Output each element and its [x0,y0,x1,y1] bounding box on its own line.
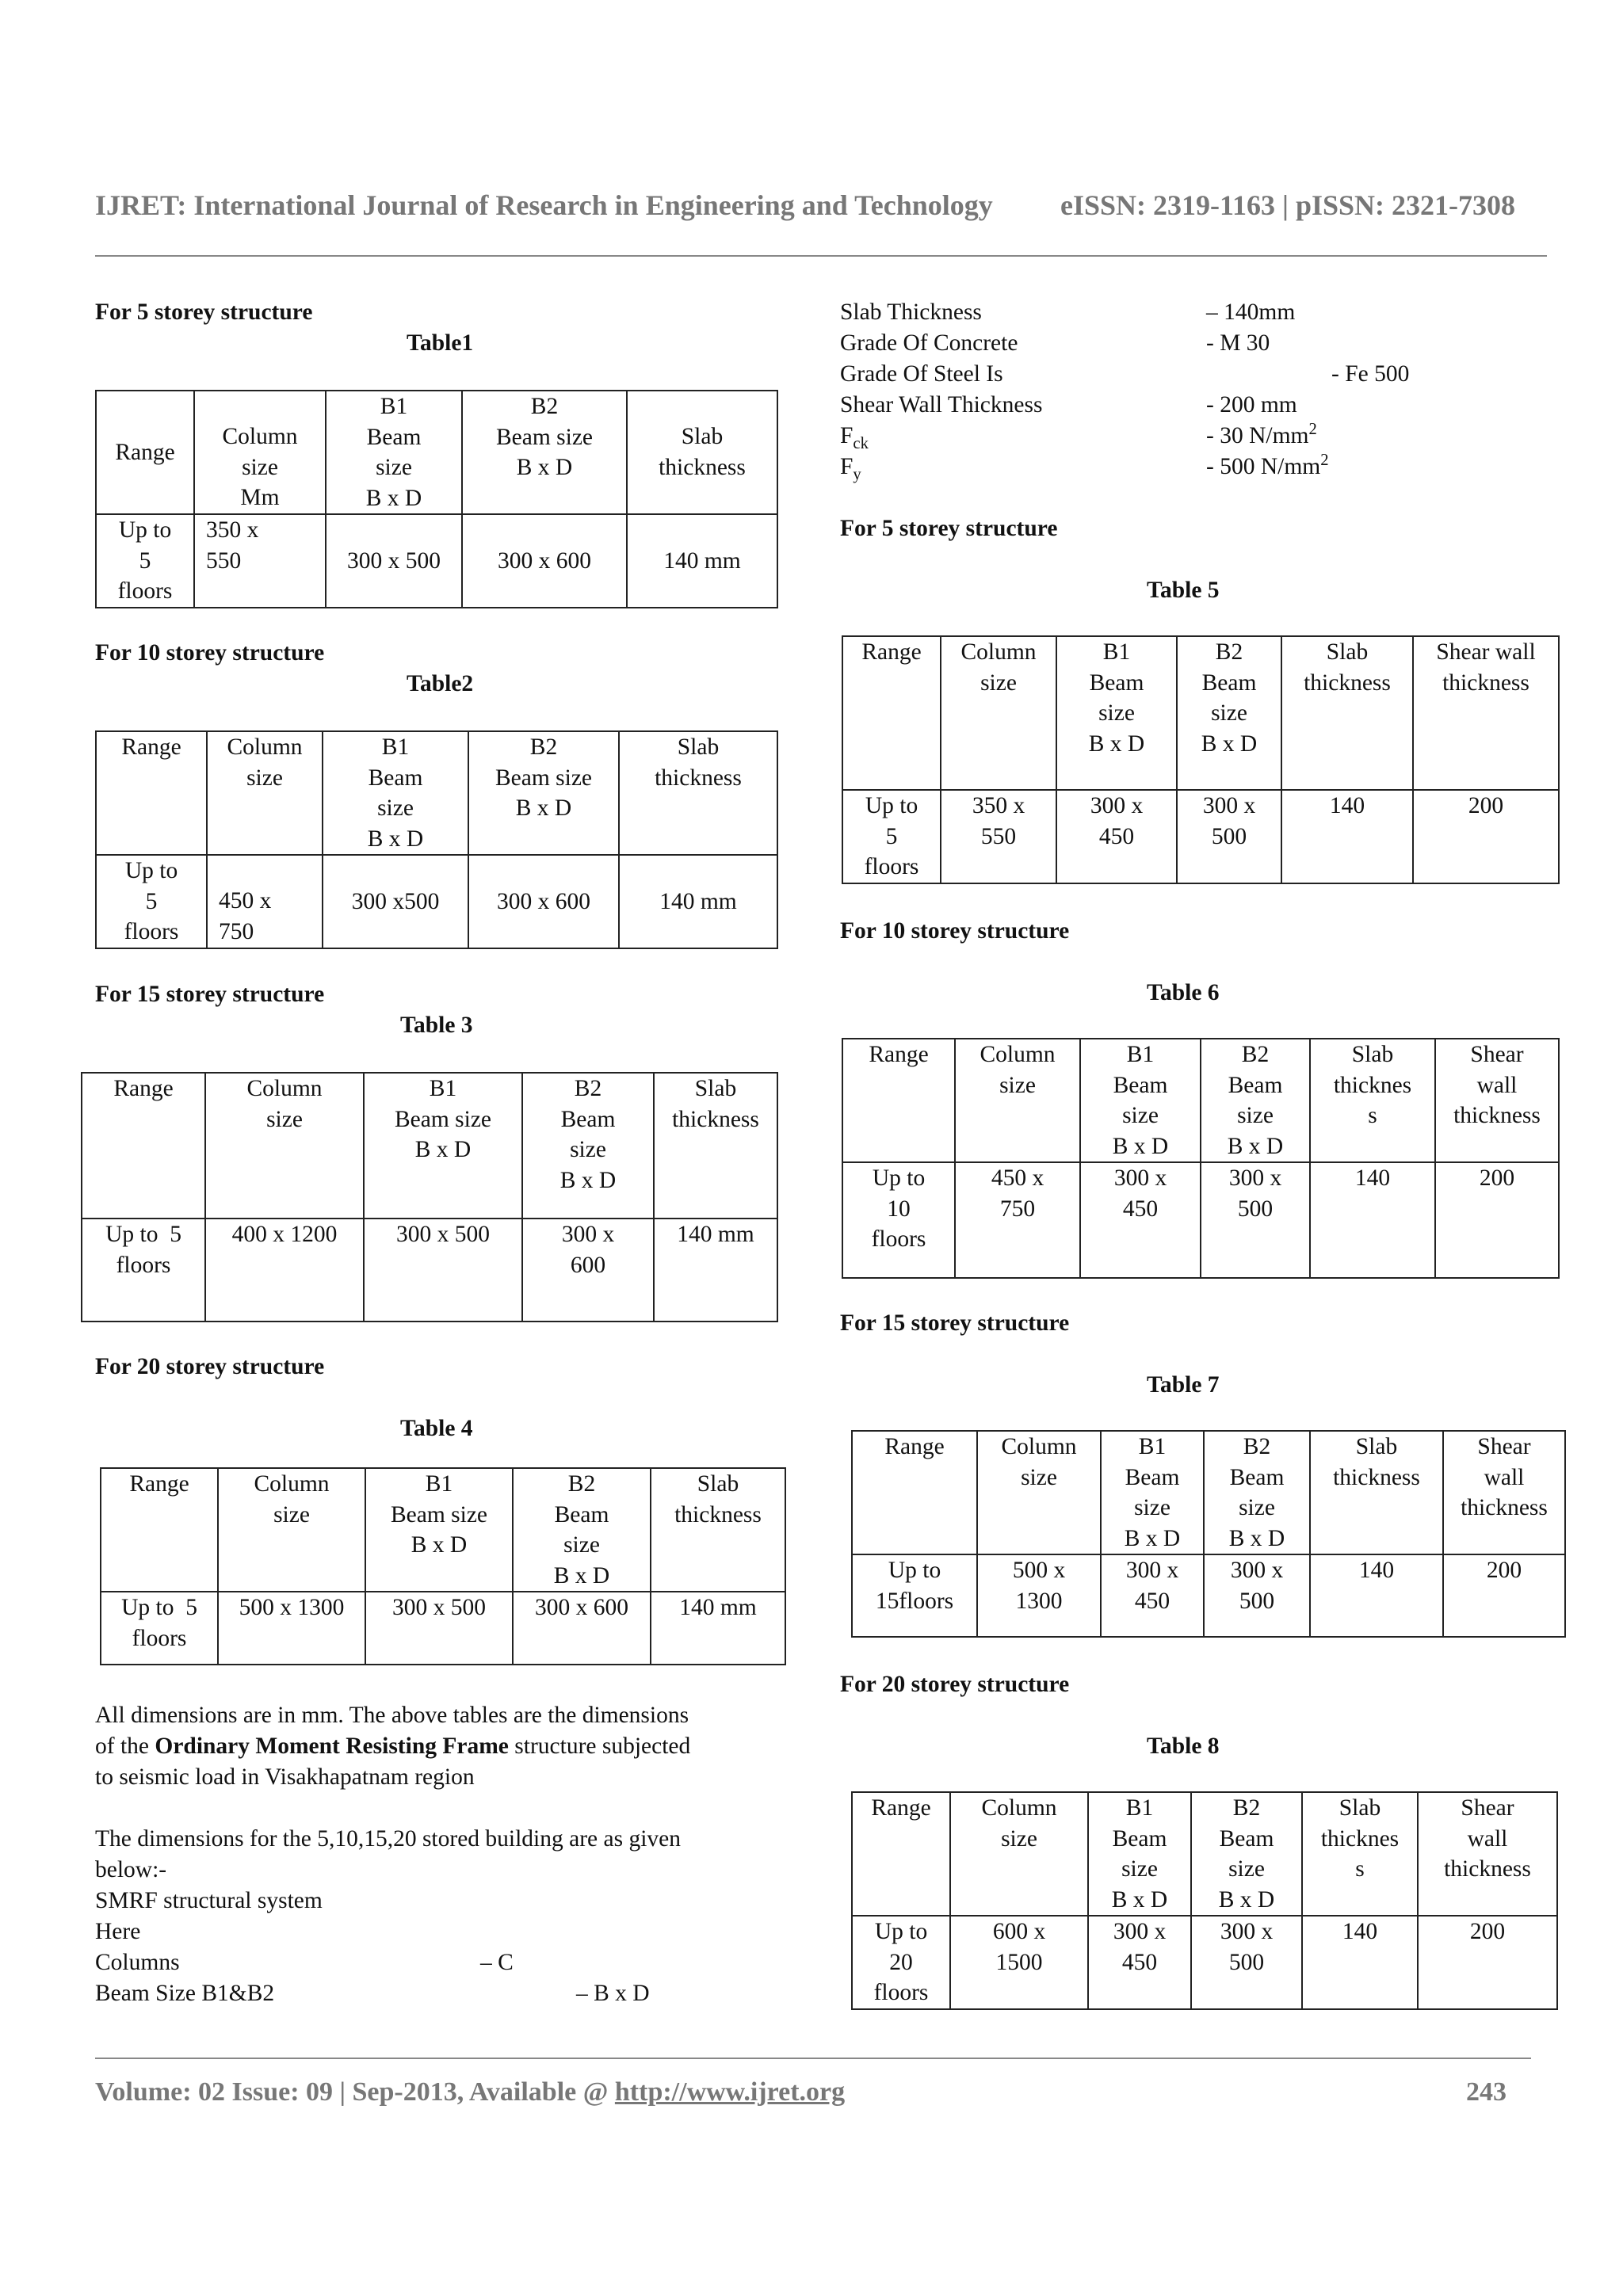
cell-text: 140 [1281,790,1413,883]
table-header-row [82,1073,777,1219]
cell-text: 200 [1443,1554,1565,1637]
table-row [852,1916,1557,2009]
section-heading: For 5 storey structure [840,516,1058,541]
cell-text: Beam size [394,1106,492,1132]
table-row [82,1219,777,1322]
cell-text: size [1098,700,1135,726]
cell-text: B2 [1241,1042,1270,1067]
subscript-text: y [853,465,861,483]
cell-text: s [1368,1103,1377,1128]
section-heading: For 20 storey structure [840,1672,1070,1697]
property-label: Grade Of Steel Is [840,361,1003,387]
cell-text: Slab [1351,1042,1394,1067]
cell-text: 5 [139,547,151,574]
body-text: SMRF structural system [95,1888,323,1913]
cell-text: Up to [888,1558,941,1583]
cell-text: 500 [1239,1588,1275,1614]
body-text: to seismic load in Visakhapatnam region [95,1764,475,1790]
cell-text: wall [1467,1825,1508,1852]
cell-text: size [1121,1856,1158,1882]
body-text: Beam Size B1&B2 [95,1981,275,2006]
property-value: - M 30 [1206,330,1270,356]
cell-text: B x D [516,455,573,480]
cell-text: 140 mm [651,1592,785,1665]
cell-text: 300 x 500 [365,1592,513,1665]
cell-text: 750 [219,918,254,944]
issn-info: eISSN: 2319-1163 | pISSN: 2321-7308 [1060,189,1515,221]
cell-text: floors [117,578,173,604]
cell-text: 140 mm [619,855,777,948]
cell-text: Shear [1470,1042,1524,1067]
cell-text: Column [227,734,303,760]
cell-text: 140 mm [654,1219,777,1322]
cell-text: B2 [529,734,558,760]
cell-text: 450 x [991,1165,1044,1191]
cell-text: thickness [659,454,746,480]
property-value: - 200 mm [1206,392,1297,418]
cell-text: B1 [1138,1434,1167,1459]
body-text: structure subjected [508,1733,691,1759]
cell-text: 500 x [1012,1558,1066,1583]
cell-text: size [1228,1856,1265,1882]
table-caption: Table 5 [1147,578,1220,603]
table-1 [95,390,778,608]
cell-text: thicknes [1333,1072,1412,1098]
cell-text: 350 x [206,517,259,543]
cell-text: 300 x [1113,1919,1167,1944]
table-header-row [96,731,777,855]
value-text: - 30 N/mm [1206,423,1309,448]
cell-text: Column [980,1042,1056,1067]
cell-text: B x D [1124,1525,1181,1551]
cell-text: 1300 [1015,1588,1063,1614]
cell-text: size [1239,1495,1275,1520]
cell-text: 5 [885,823,898,849]
cell-text: 600 [570,1252,606,1278]
table-5 [842,635,1560,884]
emphasis-text: Ordinary Moment Resisting Frame [155,1733,509,1759]
cell-text: 20 [889,1949,913,1975]
cell-text: Shear wall [1436,639,1536,665]
superscript-text: 2 [1308,421,1317,439]
cell-text: thickness [1442,669,1529,696]
cell-text: Slab [1338,1795,1381,1821]
cell-text: Beam [1219,1825,1274,1852]
table-row [842,790,1559,883]
cell-text: Slab [694,1076,737,1101]
table-header-row [852,1792,1557,1916]
cell-text: 500 [1211,823,1247,849]
cell-text: B x D [367,826,424,852]
cell-text: size [999,1072,1036,1098]
cell-text: size [1021,1464,1057,1490]
cell-text: Slab [681,424,724,449]
cell-text: Range [842,636,941,790]
cell-text: 500 [1237,1196,1274,1222]
cell-text: size [980,669,1017,696]
cell-text: Column [960,639,1037,665]
cell-text: Beam size [495,424,594,450]
cell-text: thickness [1461,1495,1548,1520]
cell-text: 300 x 500 [364,1219,522,1322]
cell-text: 400 x 1200 [205,1219,364,1322]
table-row [842,1162,1559,1278]
cell-text: Up to [872,1165,926,1191]
cell-text: Up to [874,1919,928,1944]
symbol-text: F [840,454,854,479]
header-rule [95,255,1547,257]
cell-text: B x D [411,1532,468,1558]
cell-text: B x D [1112,1133,1169,1159]
cell-text: 300 x [1113,1165,1167,1191]
cell-text: 300 x 600 [462,514,627,608]
cell-text: 300 x 500 [326,514,462,608]
cell-text: thickness [1333,1464,1420,1490]
cell-text: size [1001,1825,1037,1852]
property-label [840,452,861,482]
section-heading: For 15 storey structure [840,1310,1070,1336]
property-value [1206,452,1329,482]
journal-title: IJRET: International Journal of Research in Engineering and Technology [95,189,993,221]
cell-text: B2 [1215,639,1243,665]
body-text: Columns [95,1950,180,1975]
cell-text: floors [864,854,919,879]
cell-text: 750 [999,1196,1036,1222]
volume-info: Volume: 02 Issue: 09 | Sep-2013, Available @ [95,2077,615,2107]
section-heading: For 15 storey structure [95,982,325,1007]
cell-text: B x D [1111,1886,1168,1913]
cell-text: Up to [124,858,178,883]
running-header [95,190,1545,221]
cell-text: 500 [1228,1949,1265,1975]
cell-text: 300 x [1228,1165,1282,1191]
cell-text: 200 [1413,790,1559,883]
superscript-text: 2 [1320,452,1329,470]
subscript-text: ck [853,434,869,452]
table-caption: Table2 [407,671,474,696]
cell-text: s [1355,1856,1365,1882]
property-label: Slab Thickness [840,299,982,325]
cell-text: floors [132,1625,187,1651]
cell-text: B2 [530,394,559,419]
cell-text: B1 [429,1076,457,1101]
cell-text: thickness [1444,1856,1531,1882]
section-heading: For 5 storey structure [95,299,313,325]
cell-text: Column [1001,1434,1077,1459]
cell-text: Beam [554,1501,609,1527]
body-text: – C [480,1950,514,1975]
section-heading: For 10 storey structure [840,918,1070,944]
table-header-row [842,636,1559,790]
cell-text: Shear [1461,1795,1514,1821]
cell-text: B1 [381,734,410,760]
cell-text: floors [124,919,179,944]
table-row [96,855,777,948]
cell-text: Slab [677,734,720,760]
table-row [852,1554,1565,1637]
cell-text: Column [222,424,298,449]
cell-text: 300 x500 [323,855,468,948]
cell-text: Beam [1112,1825,1167,1852]
property-value: – 140mm [1206,299,1296,325]
cell-text: Range [101,1468,218,1592]
cell-text: thickness [655,765,742,791]
cell-text: 15floors [875,1588,954,1614]
table-caption: Table1 [407,330,474,356]
cell-text: size [1122,1103,1159,1128]
table-header-row [101,1468,785,1592]
cell-text: 300 x [1202,793,1256,818]
cell-text: B x D [1227,1133,1284,1159]
cell-text: Column [981,1795,1057,1821]
cell-text: thickness [674,1501,762,1527]
cell-text: Up to 5 [121,1595,197,1620]
cell-text: wall [1484,1464,1525,1490]
table-8 [851,1791,1558,2010]
cell-text: 140 mm [627,514,777,608]
cell-text: B2 [1243,1434,1271,1459]
cell-text: Up to [865,793,918,818]
cell-text: Range [82,1073,205,1219]
cell-text: wall [1476,1072,1518,1098]
cell-text: Beam [560,1106,616,1132]
cell-text: Range [96,731,207,855]
cell-text: 200 [1435,1162,1559,1278]
table-3 [81,1072,778,1322]
cell-text: B1 [1126,1042,1155,1067]
page-number: 243 [1466,2077,1507,2107]
cell-text: Beam [366,424,422,450]
cell-text: 10 [887,1196,911,1222]
cell-text: 140 [1310,1162,1435,1278]
property-value: - Fe 500 [1331,361,1410,387]
cell-text: 350 x [972,793,1025,818]
cell-text: 500 x 1300 [218,1592,365,1665]
body-text: The dimensions for the 5,10,15,20 stored building are as given [95,1826,681,1852]
table-2 [95,730,778,949]
cell-text: 450 [1122,1196,1159,1222]
cell-text: B1 [1125,1795,1154,1821]
cell-text: 300 x [1090,793,1144,818]
property-label: Grade Of Concrete [840,330,1018,356]
cell-text: 550 [206,547,242,574]
cell-text: 450 [1121,1949,1158,1975]
body-text [95,1731,690,1762]
cell-text: 300 x [1125,1558,1179,1583]
cell-text: 300 x [561,1222,615,1247]
cell-text: Beam size [495,765,593,791]
cell-text: 450 [1134,1588,1170,1614]
cell-text: B x D [1228,1525,1285,1551]
cell-text: B2 [1232,1795,1261,1821]
cell-text: Beam [1125,1464,1180,1490]
cell-text: 200 [1418,1916,1557,2009]
property-label [840,421,869,452]
section-heading: For 10 storey structure [95,640,325,666]
cell-text: 5 [145,888,158,914]
body-text: below:- [95,1857,167,1882]
table-row [101,1592,785,1665]
cell-text: size [570,1137,606,1162]
cell-text: thickness [1304,669,1391,696]
section-heading: For 20 storey structure [95,1354,325,1379]
running-footer [95,2077,1514,2108]
cell-text: 450 [1098,823,1135,849]
cell-text: 600 x [992,1919,1046,1944]
cell-text: 300 x 600 [513,1592,651,1665]
cell-text: Range [842,1039,955,1162]
table-caption: Table 8 [1147,1733,1220,1759]
cell-text: Shear [1477,1434,1531,1459]
cell-text: 300 x 600 [468,855,619,948]
cell-text: B1 [380,394,408,419]
property-label: Shear Wall Thickness [840,392,1043,418]
cell-text: Up to 5 [105,1222,181,1247]
cell-text: Range [852,1431,977,1554]
table-row [96,514,777,608]
cell-text: 550 [980,823,1017,849]
cell-text: B2 [574,1076,602,1101]
table-7 [851,1430,1566,1638]
cell-text: B2 [567,1471,596,1497]
cell-text: size [1211,700,1247,726]
cell-text: B x D [515,795,572,821]
cell-text: B x D [414,1137,472,1162]
cell-text: size [376,455,412,480]
cell-text: B1 [425,1471,453,1497]
cell-text: 140 [1302,1916,1418,2009]
footer-rule [95,2058,1531,2059]
table-6 [842,1038,1560,1279]
cell-text: B1 [1102,639,1131,665]
symbol-text: F [840,423,854,448]
cell-text: Beam size [390,1501,488,1527]
cell-text: size [1134,1495,1170,1520]
table-4 [100,1467,786,1665]
cell-text: Beam [1113,1072,1168,1098]
cell-text: thickness [1453,1103,1541,1128]
table-caption: Table 6 [1147,980,1220,1005]
cell-text: thickness [672,1106,759,1132]
cell-text: B x D [365,485,422,511]
cell-text: B x D [1201,730,1258,757]
table-header-row [852,1431,1565,1554]
cell-text: Beam [1201,669,1257,696]
cell-text: B x D [1088,730,1145,757]
cell-text: Column [246,1076,323,1101]
cell-text: B x D [553,1562,610,1589]
cell-text: size [242,454,278,480]
cell-text: Slab [697,1471,739,1497]
cell-text: Mm [240,485,280,510]
cell-text: thicknes [1320,1825,1400,1852]
cell-text: Beam [1228,1072,1283,1098]
table-caption: Table 4 [400,1416,473,1441]
cell-text: Slab [1355,1434,1398,1459]
cell-text: 300 x [1230,1558,1284,1583]
value-text: - 500 N/mm [1206,454,1321,479]
cell-text: Slab [1326,639,1369,665]
cell-text: floors [871,1226,926,1252]
cell-text: Beam [368,765,423,791]
table-header-row [96,391,777,514]
cell-text: 300 x [1220,1919,1274,1944]
cell-text: Range [115,439,175,465]
cell-text: Up to [118,517,172,543]
cell-text: Column [254,1471,330,1497]
property-value [1206,421,1317,452]
cell-text: 450 x [219,888,272,913]
body-text: Here [95,1919,141,1944]
cell-text: size [246,765,283,791]
body-text: All dimensions are in mm. The above tables are the dimensions [95,1703,689,1728]
cell-text: floors [116,1252,171,1278]
cell-text: 140 [1310,1554,1443,1637]
cell-text: 1500 [995,1949,1043,1975]
table-header-row [842,1039,1559,1162]
cell-text: size [1237,1103,1274,1128]
cell-text: Beam [1229,1464,1285,1490]
cell-text: floors [873,1980,929,2005]
cell-text: Beam [1089,669,1144,696]
cell-text: size [273,1501,310,1527]
body-text: – B x D [576,1981,650,2006]
table-caption: Table 3 [400,1013,473,1038]
cell-text: B x D [559,1167,617,1193]
cell-text: size [377,795,414,821]
cell-text: Range [852,1792,950,1916]
cell-text: size [563,1532,600,1558]
journal-link[interactable]: http://www.ijret.org [614,2077,846,2107]
cell-text: size [266,1106,303,1132]
cell-text: B x D [1218,1886,1275,1913]
table-caption: Table 7 [1147,1372,1220,1398]
body-text: of the [95,1733,155,1759]
